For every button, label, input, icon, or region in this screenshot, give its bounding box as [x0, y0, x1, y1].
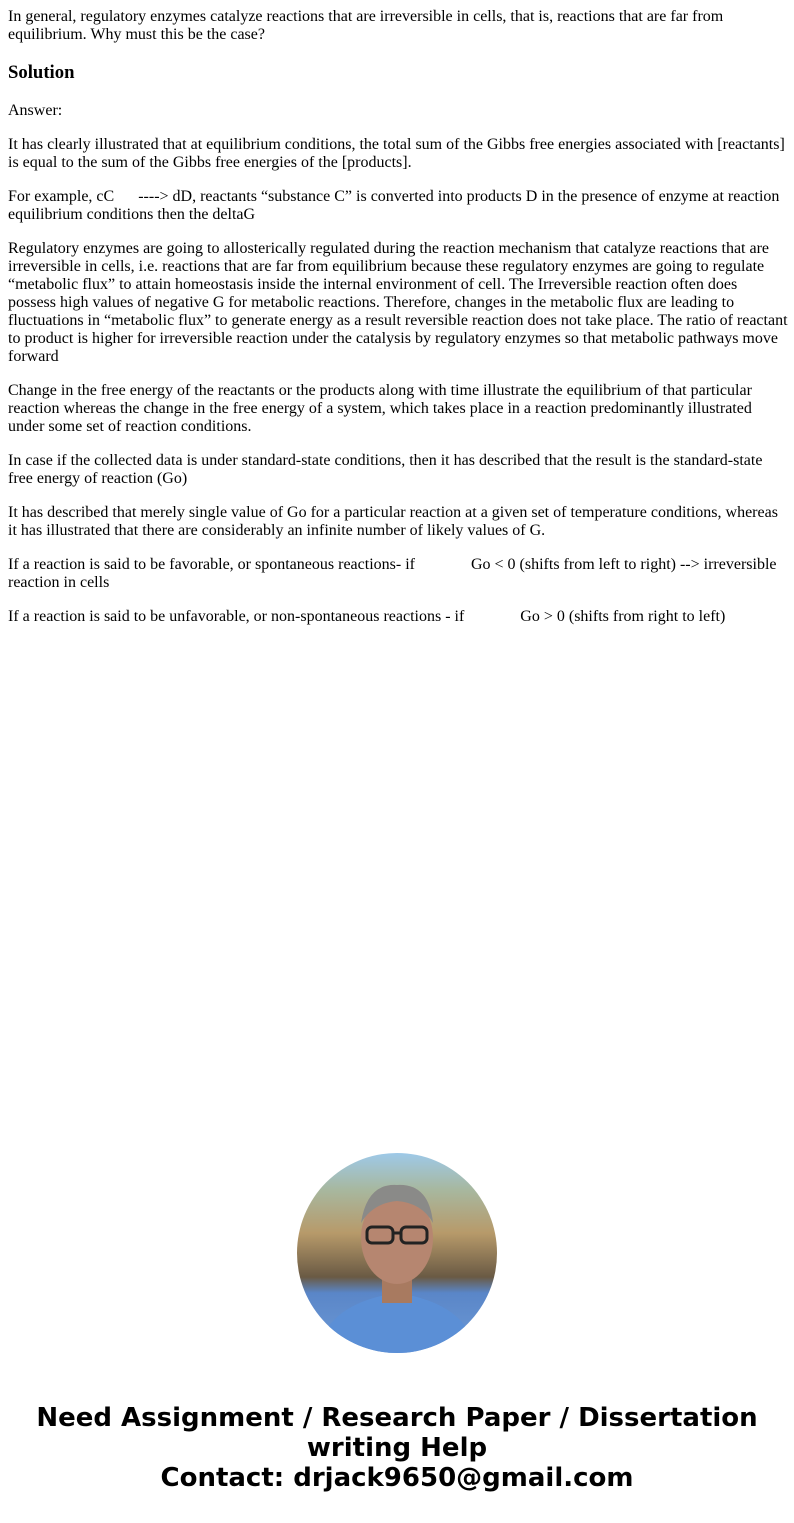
paragraph: It has clearly illustrated that at equilibrium conditions, the total sum of the Gibbs free energies associated with [reactants] is equal to the sum of the Gibbs free energies of the [products]. [8, 136, 785, 171]
condition-result: Go > 0 (shifts from right to left) [520, 608, 726, 625]
paragraph [8, 556, 788, 592]
promo-line: Need Assignment / Research Paper / Dissertation [36, 1403, 758, 1433]
condition-result: Go < 0 (shifts from left to right) --> irreversible reaction in cells [8, 556, 777, 591]
answer-label: Answer: [8, 102, 63, 119]
condition-text: If a reaction is said to be unfavorable, or non-spontaneous reactions - if [8, 608, 465, 625]
paragraph: In case if the collected data is under standard-state conditions, then it has described that the result is the standard-state free energy of reaction (Go) [8, 452, 763, 487]
solution-heading: Solution [8, 62, 75, 83]
reaction-left: For example, cC [8, 188, 115, 205]
condition-text: If a reaction is said to be favorable, or spontaneous reactions- if [8, 556, 415, 573]
author-photo [297, 1153, 497, 1353]
promo-line: writing Help [306, 1433, 488, 1463]
paragraph [8, 608, 788, 626]
contact-email: Contact: drjack9650@gmail.com [160, 1463, 634, 1493]
question-text: In general, regulatory enzymes catalyze reactions that are irreversible in cells, that is, reactions that are far from equilibrium. Why must this be the case? [8, 8, 724, 43]
paragraph: It has described that merely single value of Go for a particular reaction at a given set of temperature conditions, whereas it has illustrated that there are considerably an infinite number of likely values of G. [8, 504, 778, 539]
promo-footer [0, 1403, 794, 1493]
reaction-right: ----> dD, reactants “substance C” is converted into products D in the presence of enzyme at reaction equilibrium conditions then the deltaG [8, 188, 780, 223]
paragraph [8, 188, 788, 224]
paragraph: Regulatory enzymes are going to allosterically regulated during the reaction mechanism that catalyze reactions that are irreversible in cells, i.e. reactions that are far from equilibrium because these regulatory enzymes are going to regulate “metabolic flux” to attain homeostasis inside the internal environment of cell. The Irreversible reaction often does possess high values of negative G for metabolic reactions. Therefore, changes in the metabolic flux are leading to fluctuations in “metabolic flux” to generate energy as a result reversible reaction does not take place. The ratio of reactant to product is higher for irreversible reaction under the catalysis by regulatory enzymes so that metabolic pathways move forward [8, 240, 788, 365]
document-body [8, 8, 788, 642]
person-portrait-icon [297, 1153, 497, 1353]
paragraph: Change in the free energy of the reactants or the products along with time illustrate the equilibrium of that particular reaction whereas the change in the free energy of a system, which takes place in a reaction predominantly illustrated under some set of reaction conditions. [8, 382, 752, 435]
